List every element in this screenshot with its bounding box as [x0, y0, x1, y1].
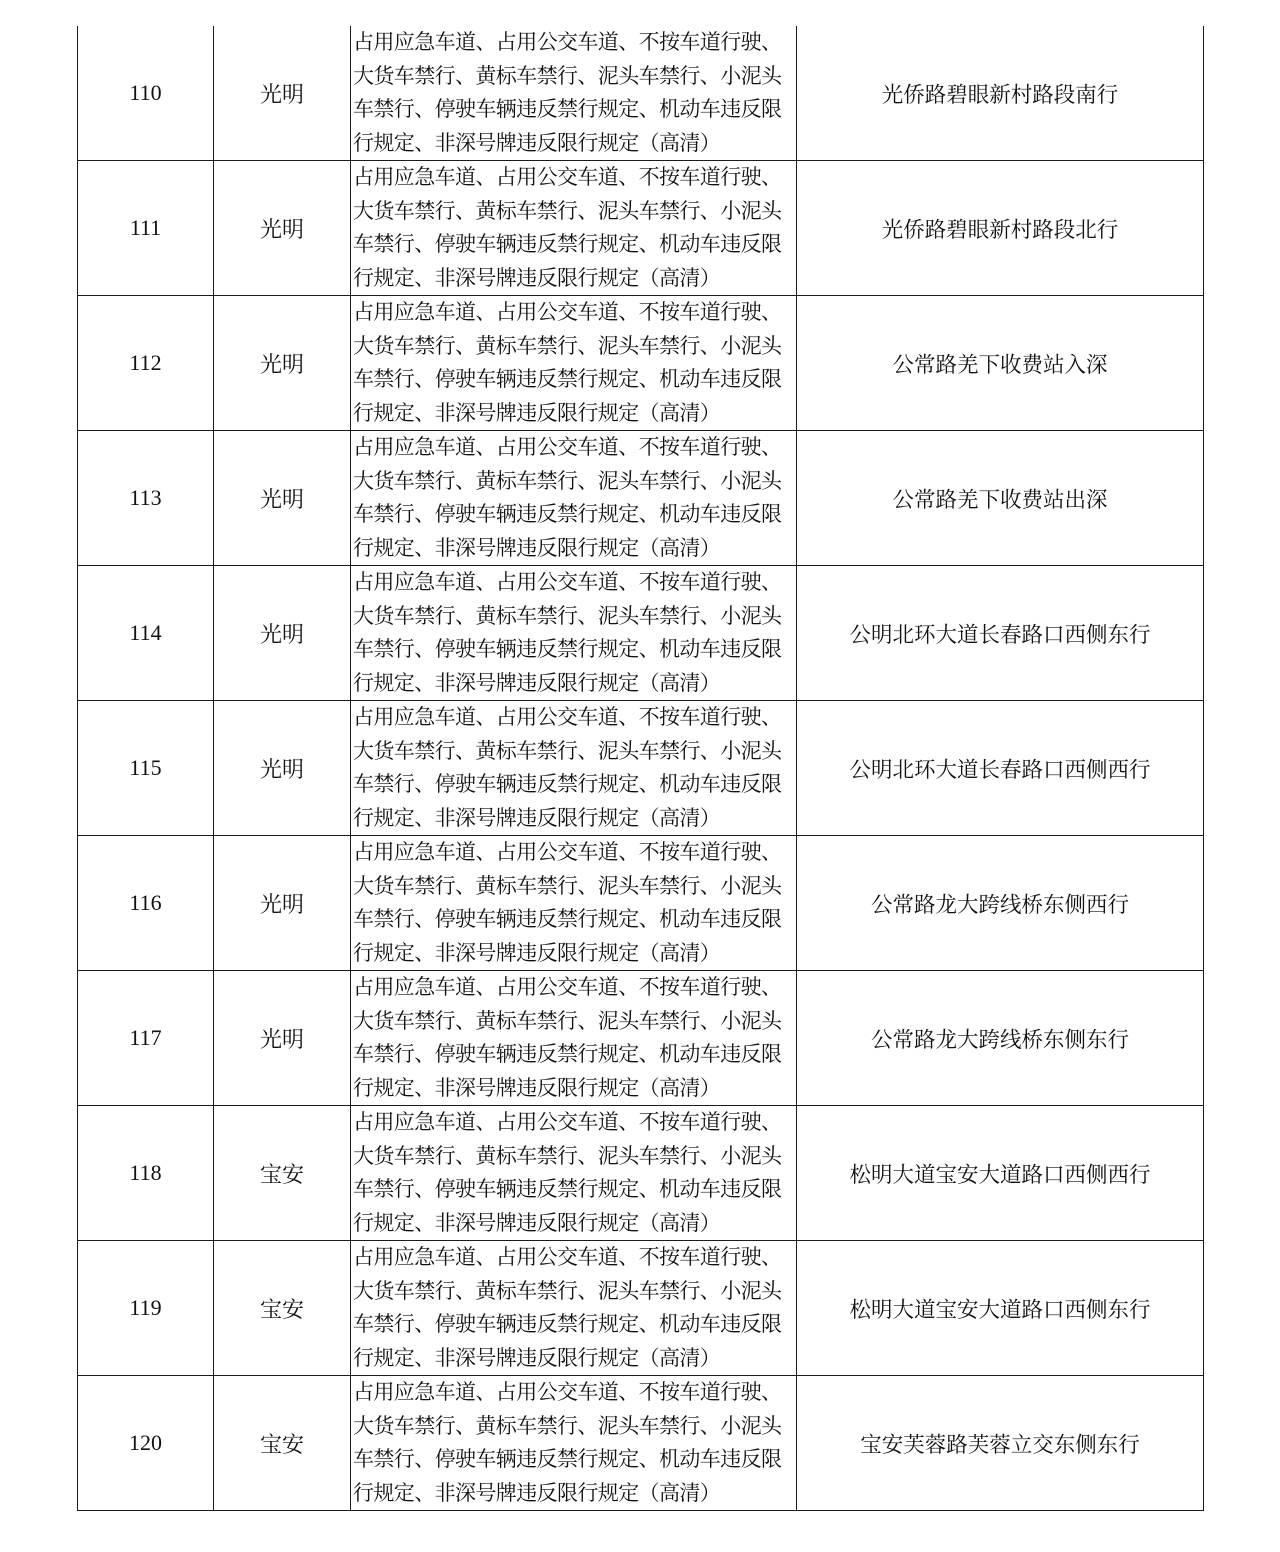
district-cell: 光明: [214, 971, 351, 1106]
row-number: 115: [78, 701, 214, 836]
location-cell: 公常路羌下收费站出深: [797, 431, 1204, 566]
table-row: [78, 1376, 1204, 1511]
location-cell: 松明大道宝安大道路口西侧东行: [797, 1241, 1204, 1376]
violation-types-cell: [351, 836, 797, 971]
table-row: [78, 296, 1204, 431]
table-row: [78, 1106, 1204, 1241]
table-row: [78, 1241, 1204, 1376]
row-number: 120: [78, 1376, 214, 1511]
violation-types-text: 占用应急车道、占用公交车道、不按车道行驶、大货车禁行、黄标车禁行、泥头车禁行、小泥头车禁行、停驶车辆违反禁行规定、机动车违反限行规定、非深号牌违反限行规定（高清）: [353, 1245, 782, 1370]
violation-types-text: 占用应急车道、占用公交车道、不按车道行驶、大货车禁行、黄标车禁行、泥头车禁行、小泥头车禁行、停驶车辆违反禁行规定、机动车违反限行规定、非深号牌违反限行规定（高清）: [353, 435, 782, 560]
location-cell: 公常路龙大跨线桥东侧西行: [797, 836, 1204, 971]
row-number: 112: [78, 296, 214, 431]
violation-types-cell: [351, 431, 797, 566]
violation-types-cell: [351, 296, 797, 431]
enforcement-points-table: [77, 26, 1204, 1511]
district-cell: 光明: [214, 836, 351, 971]
row-number: 119: [78, 1241, 214, 1376]
table-row: [78, 836, 1204, 971]
violation-types-cell: [351, 1376, 797, 1511]
district-cell: 光明: [214, 431, 351, 566]
row-number: 113: [78, 431, 214, 566]
violation-types-cell: [351, 701, 797, 836]
violation-types-cell: [351, 26, 797, 161]
district-cell: 宝安: [214, 1106, 351, 1241]
violation-types-cell: [351, 161, 797, 296]
violation-types-cell: [351, 1241, 797, 1376]
district-cell: 光明: [214, 26, 351, 161]
district-cell: 宝安: [214, 1376, 351, 1511]
district-cell: 光明: [214, 566, 351, 701]
location-cell: 光侨路碧眼新村路段北行: [797, 161, 1204, 296]
violation-types-text: 占用应急车道、占用公交车道、不按车道行驶、大货车禁行、黄标车禁行、泥头车禁行、小泥头车禁行、停驶车辆违反禁行规定、机动车违反限行规定、非深号牌违反限行规定（高清）: [353, 30, 782, 155]
table-row: [78, 566, 1204, 701]
location-cell: 公常路羌下收费站入深: [797, 296, 1204, 431]
violation-types-cell: [351, 566, 797, 701]
violation-types-text: 占用应急车道、占用公交车道、不按车道行驶、大货车禁行、黄标车禁行、泥头车禁行、小泥头车禁行、停驶车辆违反禁行规定、机动车违反限行规定、非深号牌违反限行规定（高清）: [353, 840, 782, 965]
violation-types-text: 占用应急车道、占用公交车道、不按车道行驶、大货车禁行、黄标车禁行、泥头车禁行、小泥头车禁行、停驶车辆违反禁行规定、机动车违反限行规定、非深号牌违反限行规定（高清）: [353, 300, 782, 425]
violation-types-text: 占用应急车道、占用公交车道、不按车道行驶、大货车禁行、黄标车禁行、泥头车禁行、小泥头车禁行、停驶车辆违反禁行规定、机动车违反限行规定、非深号牌违反限行规定（高清）: [353, 1110, 782, 1235]
location-cell: 公常路龙大跨线桥东侧东行: [797, 971, 1204, 1106]
violation-types-text: 占用应急车道、占用公交车道、不按车道行驶、大货车禁行、黄标车禁行、泥头车禁行、小泥头车禁行、停驶车辆违反禁行规定、机动车违反限行规定、非深号牌违反限行规定（高清）: [353, 1380, 782, 1505]
district-cell: 光明: [214, 701, 351, 836]
row-number: 114: [78, 566, 214, 701]
row-number: 111: [78, 161, 214, 296]
violation-types-text: 占用应急车道、占用公交车道、不按车道行驶、大货车禁行、黄标车禁行、泥头车禁行、小泥头车禁行、停驶车辆违反禁行规定、机动车违反限行规定、非深号牌违反限行规定（高清）: [353, 570, 782, 695]
table-row: [78, 971, 1204, 1106]
violation-types-cell: [351, 971, 797, 1106]
row-number: 110: [78, 26, 214, 161]
table-row: [78, 161, 1204, 296]
location-cell: 松明大道宝安大道路口西侧西行: [797, 1106, 1204, 1241]
row-number: 117: [78, 971, 214, 1106]
location-cell: 公明北环大道长春路口西侧东行: [797, 566, 1204, 701]
district-cell: 宝安: [214, 1241, 351, 1376]
district-cell: 光明: [214, 296, 351, 431]
row-number: 118: [78, 1106, 214, 1241]
location-cell: 公明北环大道长春路口西侧西行: [797, 701, 1204, 836]
district-cell: 光明: [214, 161, 351, 296]
location-cell: 宝安芙蓉路芙蓉立交东侧东行: [797, 1376, 1204, 1511]
table-row: [78, 431, 1204, 566]
table-row: [78, 26, 1204, 161]
table-row: [78, 701, 1204, 836]
violation-types-cell: [351, 1106, 797, 1241]
table-body: [78, 26, 1204, 1511]
row-number: 116: [78, 836, 214, 971]
violation-types-text: 占用应急车道、占用公交车道、不按车道行驶、大货车禁行、黄标车禁行、泥头车禁行、小泥头车禁行、停驶车辆违反禁行规定、机动车违反限行规定、非深号牌违反限行规定（高清）: [353, 705, 782, 830]
location-cell: 光侨路碧眼新村路段南行: [797, 26, 1204, 161]
violation-types-text: 占用应急车道、占用公交车道、不按车道行驶、大货车禁行、黄标车禁行、泥头车禁行、小泥头车禁行、停驶车辆违反禁行规定、机动车违反限行规定、非深号牌违反限行规定（高清）: [353, 975, 782, 1100]
violation-types-text: 占用应急车道、占用公交车道、不按车道行驶、大货车禁行、黄标车禁行、泥头车禁行、小泥头车禁行、停驶车辆违反禁行规定、机动车违反限行规定、非深号牌违反限行规定（高清）: [353, 165, 782, 290]
